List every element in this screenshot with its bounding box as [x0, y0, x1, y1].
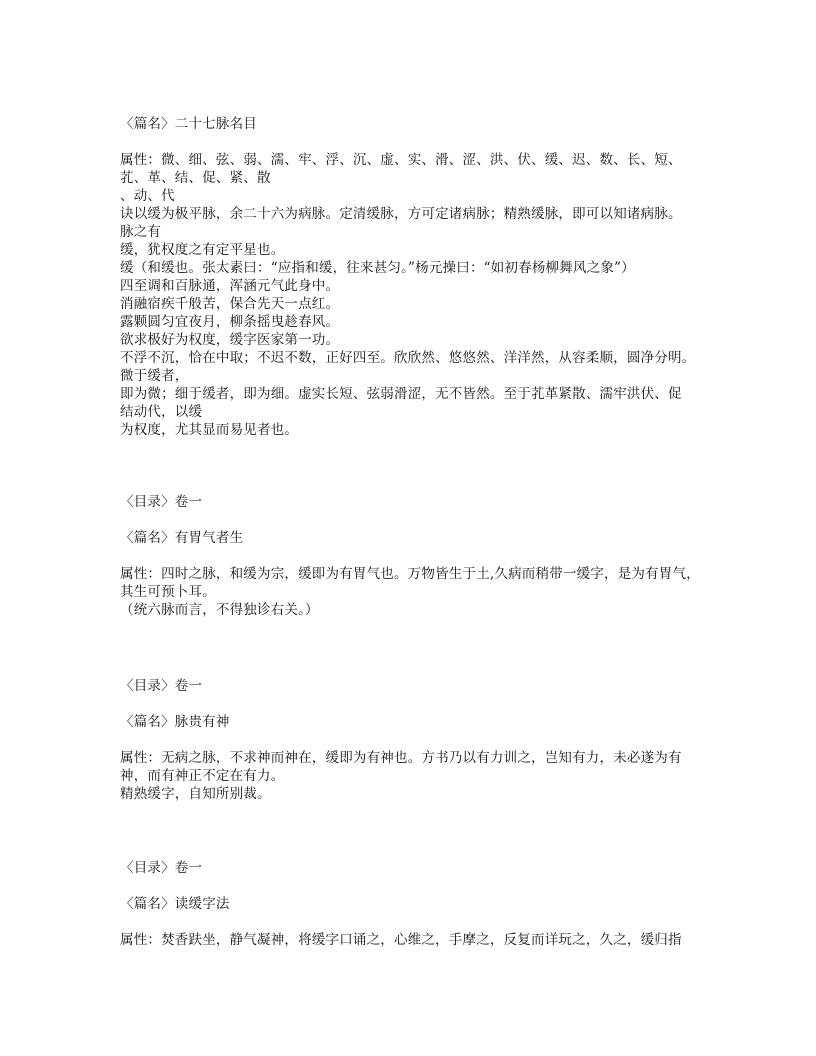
body-line: 缓，犹权度之有定平星也。 — [120, 242, 285, 258]
body-line: 缓（和缓也。张太素曰：“应指和缓，往来甚匀。”杨元操曰：“如初春杨柳舞风之象”） — [120, 260, 635, 276]
body-line: 属性：无病之脉，不求神而神在，缓即为有神也。方书乃以有力训之，岂知有力，未必遂为有 — [120, 750, 682, 766]
catalog-heading: 〈目录〉卷一 — [120, 860, 203, 876]
body-line: 其生可预卜耳。 — [120, 584, 216, 600]
body-line: 神，而有神正不定在有力。 — [120, 768, 285, 784]
body-line: 属性：微、细、弦、弱、濡、牢、浮、沉、虚、实、滑、涩、洪、伏、缓、迟、数、长、短、 — [120, 152, 682, 168]
poem-line: 消融宿疾千般苦，保合先天一点红。 — [120, 296, 340, 312]
poem-line: 露颗圆匀宜夜月，柳条摇曳趁春风。 — [120, 314, 340, 330]
body-line: 属性：焚香趺坐，静气凝神，将缓字口诵之，心维之，手摩之，反复而详玩之，久之，缓归指 — [120, 932, 682, 948]
body-line: （统六脉而言，不得独诊右关。） — [120, 602, 319, 618]
body-line: 精熟缓字，自知所别裁。 — [120, 786, 271, 802]
catalog-heading: 〈目录〉卷一 — [120, 494, 203, 510]
section-title: 〈篇名〉二十七脉名目 — [120, 116, 257, 132]
poem-line: 四至调和百脉通，浑涵元气此身中。 — [120, 278, 340, 294]
catalog-heading: 〈目录〉卷一 — [120, 678, 203, 694]
body-line: 为权度，尤其显而易见者也。 — [120, 422, 299, 438]
body-line: 属性：四时之脉，和缓为宗，缓即为有胃气也。万物皆生于土,久病而稍带一缓字，是为有胃气， — [120, 566, 700, 582]
section-title: 〈篇名〉脉贵有神 — [120, 714, 230, 730]
poem-line: 欲求极好为权度，缓字医家第一功。 — [120, 332, 340, 348]
body-line: 诀以缓为极平脉，余二十六为病脉。定清缓脉，方可定诸病脉；精熟缓脉，即可以知诸病脉。 — [120, 206, 682, 222]
body-line: 芤、革、结、促、紧、散 — [120, 170, 271, 186]
body-line: 脉之有 — [120, 224, 162, 240]
body-line: 结动代，以缓 — [120, 404, 203, 420]
body-line: 、动、代 — [120, 188, 175, 204]
body-line: 即为微；细于缓者，即为细。虚实长短、弦弱滑涩，无不皆然。至于芤革紧散、濡牢洪伏、促 — [120, 386, 682, 402]
section-title: 〈篇名〉有胃气者生 — [120, 530, 244, 546]
section-title: 〈篇名〉读缓字法 — [120, 896, 230, 912]
body-line: 不浮不沉，恰在中取；不迟不数，正好四至。欣欣然、悠悠然、洋洋然，从容柔顺，圆净分明。 — [120, 350, 696, 366]
body-line: 微于缓者， — [120, 368, 189, 384]
